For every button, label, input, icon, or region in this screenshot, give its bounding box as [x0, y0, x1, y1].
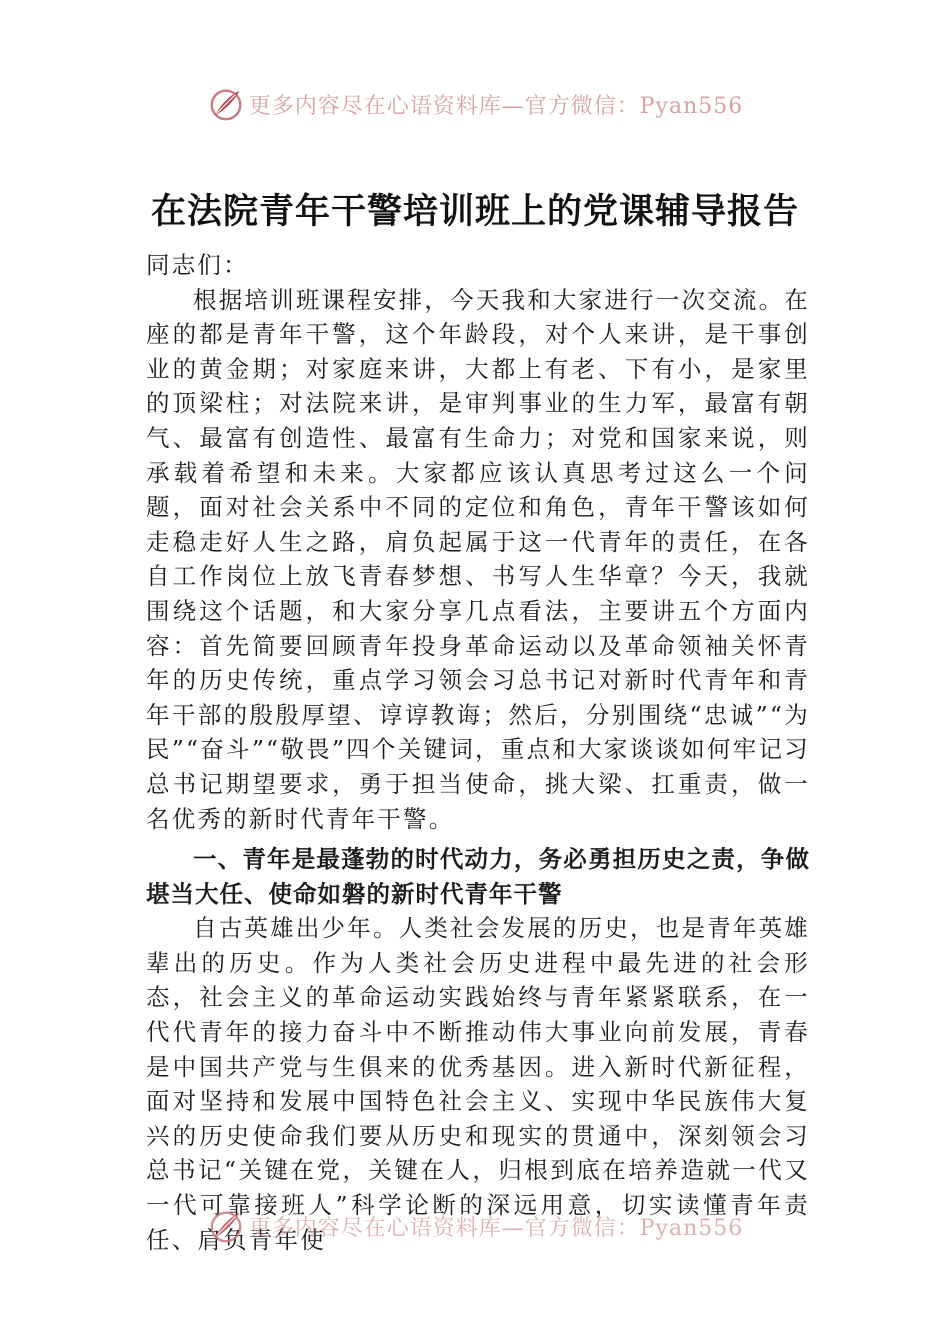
- feather-pen-logo-icon: [207, 1207, 245, 1245]
- salutation: 同志们：: [146, 251, 249, 279]
- watermark-text: 更多内容尽在心语资料库—官方微信：Pyan556: [248, 1215, 744, 1241]
- document-title: 在法院青年干警培训班上的党课辅导报告: [150, 191, 799, 232]
- header-watermark: [0, 84, 950, 124]
- footer-watermark: [0, 1206, 950, 1246]
- document-body: [146, 248, 810, 1257]
- section-heading: 一、青年是最蓬勃的时代动力，务必勇担历史之责，争做堪当大任、使命如磐的新时代青年干警: [146, 845, 810, 908]
- section-paragraph: 自古英雄出少年。人类社会发展的历史，也是青年英雄辈出的历史。作为人类社会历史进程中最先进的社会形态，社会主义的革命运动实践始终与青年紧紧联系，在一代代青年的接力奋斗中不断推动伟大事业向前发展，青春是中国共产党与生俱来的优秀基因。进入新时代新征程，面对坚持和发展中国特色社会主义、实现中华民族伟大复兴的历史使命我们要从历史和现实的贯通中，深刻领会习总书记“关键在党，关键在人，归根到底在培养造就一代又一代可靠接班人”科学论断的深远用意，切实读懂青年责任、肩负青年使: [146, 914, 810, 1254]
- watermark-text: 更多内容尽在心语资料库—官方微信：Pyan556: [248, 93, 744, 119]
- intro-paragraph: 根据培训班课程安排，今天我和大家进行一次交流。在座的都是青年干警，这个年龄段，对个人来讲，是干事创业的黄金期；对家庭来讲，大都上有老、下有小，是家里的顶梁柱；对法院来讲，是审判事业的生力军，最富有朝气、最富有创造性、最富有生命力；对党和国家来说，则承载着希望和未来。大家都应该认真思考过这么一个问题，面对社会关系中不同的定位和角色，青年干警该如何走稳走好人生之路，肩负起属于这一代青年的责任，在各自工作岗位上放飞青春梦想、书写人生华章？今天，我就围绕这个话题，和大家分享几点看法，主要讲五个方面内容：首先简要回顾青年投身革命运动以及革命领袖关怀青年的历史传统，重点学习领会习总书记对新时代青年和青年干部的殷殷厚望、谆谆教诲；然后，分别围绕“忠诚”“为民”“奋斗”“敬畏”四个关键词，重点和大家谈谈如何牢记习总书记期望要求，勇于担当使命，挑大梁、扛重责，做一名优秀的新时代青年干警。: [146, 285, 810, 833]
- feather-pen-logo-icon: [207, 85, 245, 123]
